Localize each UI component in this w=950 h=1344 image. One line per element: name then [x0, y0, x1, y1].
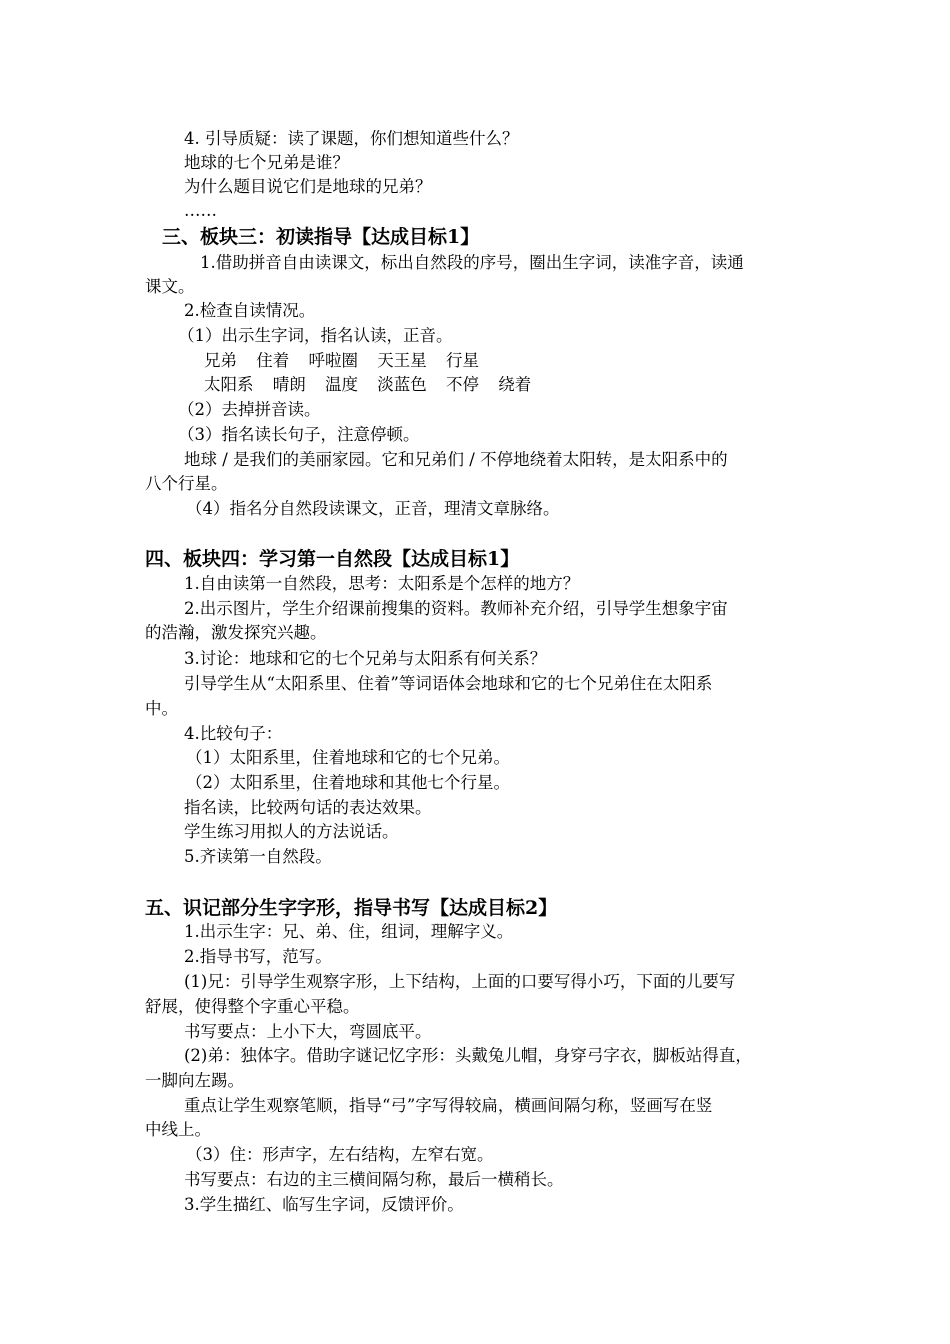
paragraph: （3）住：形声字，左右结构，左窄右宽。 [186, 1145, 494, 1164]
vocab-word: 呼啦圈 [308, 351, 358, 370]
paragraph: 书写要点：右边的主三横间隔匀称，最后一横稍长。 [184, 1170, 564, 1189]
paragraph: 中。 [145, 699, 178, 718]
paragraph: 5.齐读第一自然段。 [184, 847, 332, 866]
paragraph: 重点让学生观察笔顺，指导“弓”字写得较扁，横画间隔匀称，竖画写在竖 [184, 1096, 713, 1115]
vocab-row-2 [204, 373, 545, 397]
paragraph: （4）指名分自然段读课文，正音，理清文章脉络。 [186, 499, 560, 518]
vocab-word: 温度 [325, 375, 358, 394]
paragraph: （1）出示生字词，指名认读，正音。 [178, 326, 453, 345]
paragraph: 3.学生描红、临写生字词，反馈评价。 [184, 1195, 464, 1214]
paragraph: 中线上。 [145, 1120, 211, 1139]
paragraph: 2.检查自读情况。 [184, 301, 316, 320]
vocab-word: 天王星 [377, 351, 427, 370]
paragraph: 的浩瀚，激发探究兴趣。 [145, 623, 327, 642]
paragraph: 一脚向左踢。 [145, 1071, 244, 1090]
paragraph: 课文。 [145, 277, 195, 296]
paragraph: 4.比较句子： [184, 724, 283, 743]
paragraph: 引导学生从“太阳系里、住着”等词语体会地球和它的七个兄弟住在太阳系 [184, 674, 713, 693]
paragraph: (2)弟：独体字。借助字谜记忆字形：头戴兔儿帽，身穿弓字衣，脚板站得直， [184, 1046, 752, 1065]
paragraph: 3.讨论：地球和它的七个兄弟与太阳系有何关系？ [184, 649, 547, 668]
question-1: 地球的七个兄弟是谁？ [184, 153, 349, 172]
vocab-row-1 [204, 349, 493, 373]
paragraph: （1）太阳系里，住着地球和它的七个兄弟。 [186, 748, 510, 767]
vocab-word: 绕着 [498, 375, 532, 394]
paragraph: 1.自由读第一自然段，思考：太阳系是个怎样的地方？ [184, 574, 580, 593]
question-prompt: 4. 引导质疑：读了课题，你们想知道些什么？ [184, 129, 519, 148]
vocab-word: 太阳系 [204, 375, 254, 394]
paragraph: 舒展，使得整个字重心平稳。 [145, 997, 360, 1016]
section-3-heading: 三、板块三：初读指导【达成目标1】 [162, 226, 480, 248]
paragraph: 指名读，比较两句话的表达效果。 [184, 798, 432, 817]
vocab-word: 行星 [446, 351, 479, 370]
vocab-word: 兄弟 [204, 351, 237, 370]
paragraph: （2）太阳系里，住着地球和其他七个行星。 [186, 773, 510, 792]
vocab-word: 住着 [256, 351, 290, 370]
paragraph: （2）去掉拼音读。 [178, 400, 321, 419]
paragraph: 地球 / 是我们的美丽家园。它和兄弟们 / 不停地绕着太阳转，是太阳系中的 [184, 450, 728, 469]
section-5-heading: 五、识记部分生字字形，指导书写【达成目标2】 [145, 897, 558, 919]
ellipsis: …… [184, 201, 217, 220]
vocab-word: 不停 [446, 375, 479, 394]
paragraph: 书写要点：上小下大，弯圆底平。 [184, 1022, 432, 1041]
vocab-word: 晴朗 [272, 375, 306, 394]
paragraph: 1.借助拼音自由读课文，标出自然段的序号，圈出生字词，读准字音，读通 [200, 253, 744, 272]
section-4-heading: 四、板块四：学习第一自然段【达成目标1】 [145, 548, 520, 570]
paragraph: 2.指导书写，范写。 [184, 947, 332, 966]
paragraph: 1.出示生字：兄、弟、住，组词，理解字义。 [184, 922, 514, 941]
vocab-word: 淡蓝色 [377, 375, 427, 394]
paragraph: 学生练习用拟人的方法说话。 [184, 822, 399, 841]
question-2: 为什么题目说它们是地球的兄弟？ [184, 177, 432, 196]
paragraph: 八个行星。 [145, 474, 228, 493]
paragraph: 2.出示图片，学生介绍课前搜集的资料。教师补充介绍，引导学生想象宇宙 [184, 599, 728, 618]
paragraph: (1)兄：引导学生观察字形，上下结构，上面的口要写得小巧，下面的儿要写 [184, 972, 736, 991]
paragraph: （3）指名读长句子，注意停顿。 [178, 425, 420, 444]
